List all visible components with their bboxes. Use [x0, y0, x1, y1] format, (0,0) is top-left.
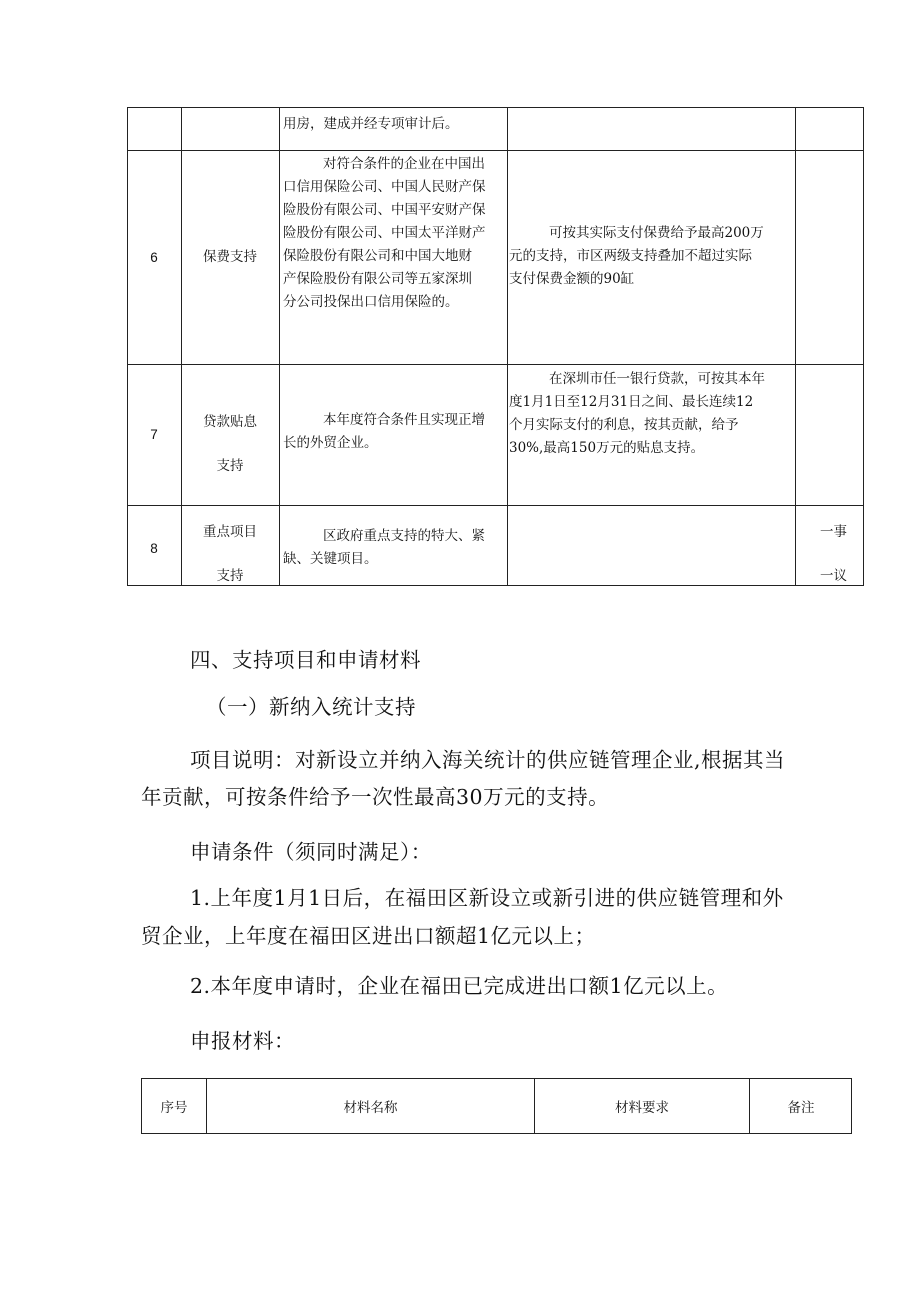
row-number: 6 [150, 250, 158, 265]
header-no: 序号 [160, 1100, 188, 1116]
conditions-title: 申请条件（须同时满足）： [190, 840, 432, 864]
header-material-name: 材料名称 [343, 1100, 398, 1116]
condition-1-line-1: 1.上年度1月1日后，在福田区新设立或新引进的供应链管理和外 [190, 886, 784, 910]
standard-cell: 在深圳市任一银行贷款，可按其本年 度1月1日至12月31日之间、最长连续12 个月实际支付的利息，按其贡献，给予 30%,最高150万元的贴息支持。 [509, 371, 765, 456]
note-cell: 一事 一议 [820, 524, 847, 584]
table-border-right [863, 107, 864, 586]
materials-table [141, 1078, 852, 1134]
condition-cell: 本年度符合条件且实现正增 长的外贸企业。 [283, 412, 485, 451]
sub-heading: （一）新纳入统计支持 [206, 695, 416, 719]
project-description-line-1: 项目说明：对新设立并纳入海关统计的供应链管理企业,根据其当 [190, 748, 786, 772]
table-border-top [127, 107, 864, 108]
item-name: 保费支持 [203, 249, 257, 265]
header-material-requirement: 材料要求 [615, 1100, 669, 1116]
project-description-line-2: 年贡献，可按条件给予一次性最高30万元的支持。 [141, 785, 610, 809]
table-row [283, 113, 505, 136]
condition-cell: 用房，建成并经专项审计后。 [283, 116, 459, 132]
section-heading: 四、支持项目和申请材料 [190, 648, 421, 672]
materials-title: 申报材料： [190, 1029, 295, 1053]
condition-cell: 区政府重点支持的特大、紧 缺、关键项目。 [283, 528, 485, 567]
item-name: 贷款贴息 支持 [203, 414, 257, 474]
condition-1-line-2: 贸企业，上年度在福田区进出口额超1亿元以上； [141, 924, 596, 948]
condition-2: 2.本年度申请时，企业在福田已完成进出口额1亿元以上。 [190, 974, 729, 998]
support-policy-table [127, 107, 864, 586]
row-number: 8 [150, 541, 158, 556]
column-divider [507, 107, 508, 586]
item-name: 重点项目 支持 [203, 524, 257, 584]
column-divider [279, 107, 280, 586]
header-note: 备注 [787, 1100, 815, 1116]
row-divider [127, 364, 864, 365]
row-divider [127, 505, 864, 506]
row-divider [127, 150, 864, 151]
row-number: 7 [150, 427, 158, 442]
standard-cell: 可按其实际支付保费给予最高200万 元的支持，市区两级支持叠加不超过实际 支付保费金额的90缸 [509, 225, 764, 287]
column-divider [127, 107, 128, 586]
condition-cell: 对符合条件的企业在中国出 口信用保险公司、中国人民财产保 险股份有限公司、中国平安财产保 险股份有限公司、中国太平洋财产 保险股份有限公司和中国大地财 产保险股份有限公司等五家深圳 分公司投保出口信用保险的。 [283, 156, 486, 310]
